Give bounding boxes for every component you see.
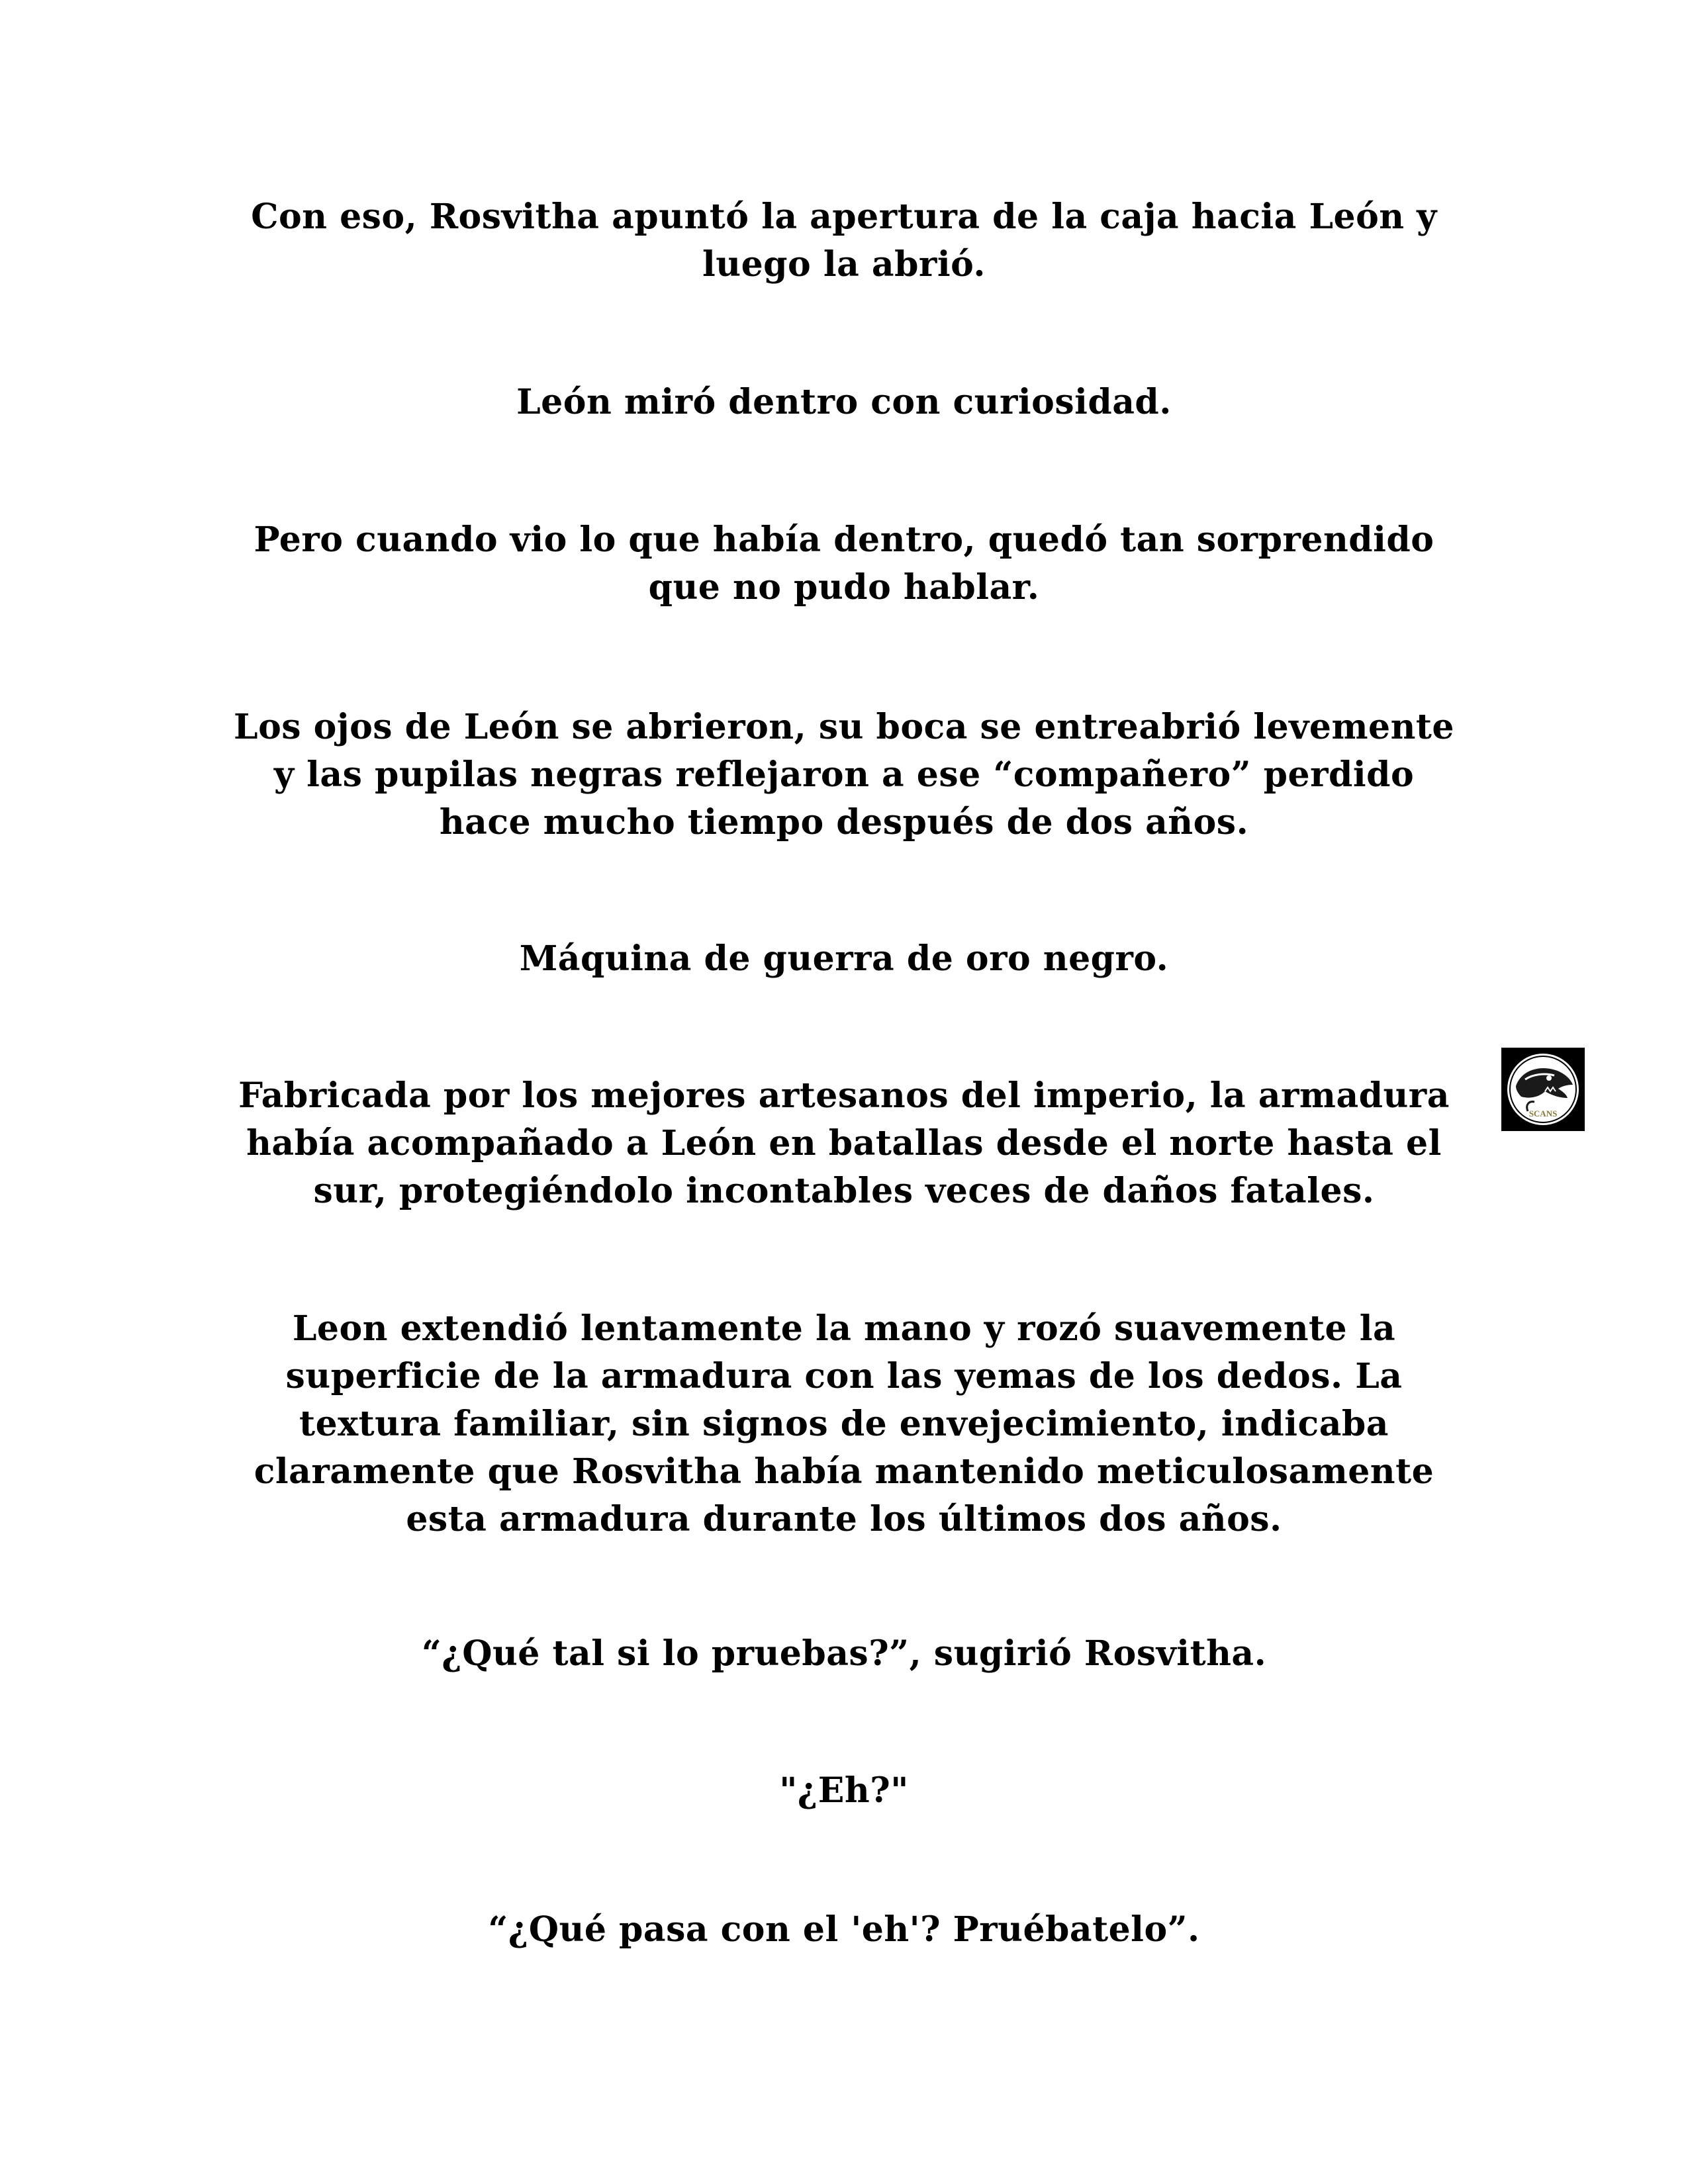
text-line: “¿Qué pasa con el 'eh'? Pruébatelo”. — [488, 1909, 1200, 1950]
text-line: Pero cuando vio lo que había dentro, quedó tan sorprendido — [254, 520, 1434, 560]
logo-text: SCANS — [1528, 1109, 1558, 1118]
paragraph-9 — [199, 1767, 1489, 1815]
text-line: sur, protegiéndolo incontables veces de daños fatales. — [313, 1171, 1375, 1211]
paragraph-3 — [199, 516, 1489, 612]
scans-logo — [1501, 1048, 1585, 1131]
text-line: "¿Eh?" — [779, 1770, 909, 1811]
text-line: había acompañado a León en batallas desde el norte hasta el — [246, 1123, 1442, 1163]
text-line: y las pupilas negras reflejaron a ese “compañero” perdido — [273, 754, 1415, 795]
text-line: superficie de la armadura con las yemas de los dedos. La — [285, 1356, 1403, 1396]
paragraph-10 — [199, 1906, 1489, 1954]
paragraph-1 — [199, 193, 1489, 289]
text-line: León miró dentro con curiosidad. — [516, 382, 1172, 422]
dinosaur-logo-icon — [1501, 1048, 1585, 1131]
text-line: “¿Qué tal si lo pruebas?”, sugirió Rosvitha. — [421, 1633, 1267, 1674]
text-line: Máquina de guerra de oro negro. — [519, 938, 1169, 979]
paragraph-5 — [199, 935, 1489, 983]
text-line: textura familiar, sin signos de envejecimiento, indicaba — [299, 1404, 1389, 1444]
paragraph-6 — [199, 1072, 1489, 1215]
paragraph-2 — [199, 379, 1489, 426]
text-line: que no pudo hablar. — [648, 567, 1040, 608]
text-line: claramente que Rosvitha había mantenido meticulosamente — [254, 1451, 1434, 1492]
text-line: Los ojos de León se abrieron, su boca se entreabrió levemente — [234, 707, 1454, 747]
paragraph-7 — [199, 1305, 1489, 1543]
text-line: esta armadura durante los últimos dos años. — [406, 1499, 1282, 1539]
text-line: Con eso, Rosvitha apuntó la apertura de la caja hacia León y — [251, 197, 1437, 237]
text-line: hace mucho tiempo después de dos años. — [439, 802, 1249, 842]
paragraph-8 — [199, 1630, 1489, 1678]
text-line: Leon extendió lentamente la mano y rozó suavemente la — [292, 1308, 1396, 1349]
text-line: Fabricada por los mejores artesanos del imperio, la armadura — [238, 1075, 1450, 1116]
text-line: luego la abrió. — [702, 244, 986, 285]
paragraph-4 — [199, 704, 1489, 846]
